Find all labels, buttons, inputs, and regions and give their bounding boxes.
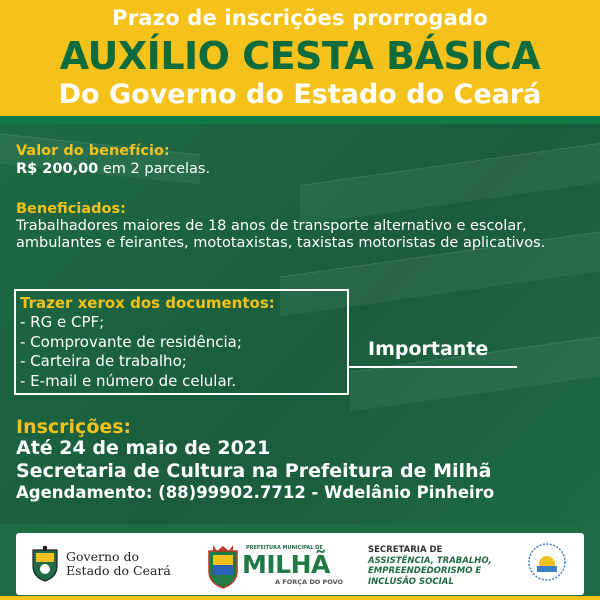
valor-rest: em 2 parcelas. [98, 161, 211, 177]
governo-logo-text [66, 550, 171, 578]
governo-line2: Estado do Ceará [66, 563, 171, 578]
secretaria-seal-icon [527, 542, 567, 582]
inscricoes-location: Secretaria de Cultura na Prefeitura de Milhã [16, 460, 492, 482]
secretaria-line4: INCLUSÃO SOCIAL [368, 576, 454, 587]
inscricoes-label: Inscrições: [16, 416, 132, 438]
bottom-strip [0, 596, 600, 600]
secretaria-logo-text [368, 545, 492, 587]
header-stripe [0, 116, 600, 124]
milha-prefeitura-text: PREFEITURA MUNICIPAL DE [246, 545, 323, 551]
beneficiados-text: Trabalhadores maiores de 18 anos de transporte alternativo e escolar, ambulantes e feirantes, mototaxistas, taxistas motoristas de aplicativos. [16, 218, 546, 251]
shelf-decor [300, 143, 600, 225]
milha-logo-text: MILHÃ [242, 550, 330, 579]
milha-crest-icon [205, 543, 241, 589]
importante-underline [349, 366, 517, 368]
secretaria-line2: ASSISTÊNCIA, TRABALHO, [368, 555, 492, 566]
beneficiados-label: Beneficiados: [16, 201, 126, 217]
inscricoes-contact: Agendamento: (88)99902.7712 - Wdelânio Pinheiro [16, 483, 495, 502]
header-government: Do Governo do Estado do Ceará [58, 79, 542, 110]
secretaria-line3: EMPREENDEDORISMO E [368, 566, 482, 576]
ceara-coat-of-arms-icon [30, 546, 60, 582]
document-item: - Carteira de trabalho; [20, 352, 187, 370]
valor-text [16, 161, 210, 177]
milha-tagline: A FORÇA DO POVO [275, 578, 344, 586]
secretaria-line1: SECRETARIA DE [368, 545, 443, 555]
document-item: - Comprovante de residência; [20, 332, 242, 351]
importante-label: Importante [368, 338, 489, 360]
valor-amount: R$ 200,00 [16, 161, 99, 177]
valor-label: Valor do benefício: [16, 143, 170, 159]
header-subtitle: Prazo de inscrições prorrogado [112, 6, 488, 30]
document-item: - E-mail e número de celular. [20, 371, 237, 390]
document-item: - RG e CPF; [20, 313, 105, 331]
documents-list [20, 313, 242, 391]
documents-title: Trazer xerox dos documentos: [20, 294, 275, 312]
header-title: AUXÍLIO CESTA BÁSICA [59, 34, 541, 78]
governo-line1: Governo do [66, 549, 140, 564]
inscricoes-date: Até 24 de maio de 2021 [16, 437, 271, 459]
